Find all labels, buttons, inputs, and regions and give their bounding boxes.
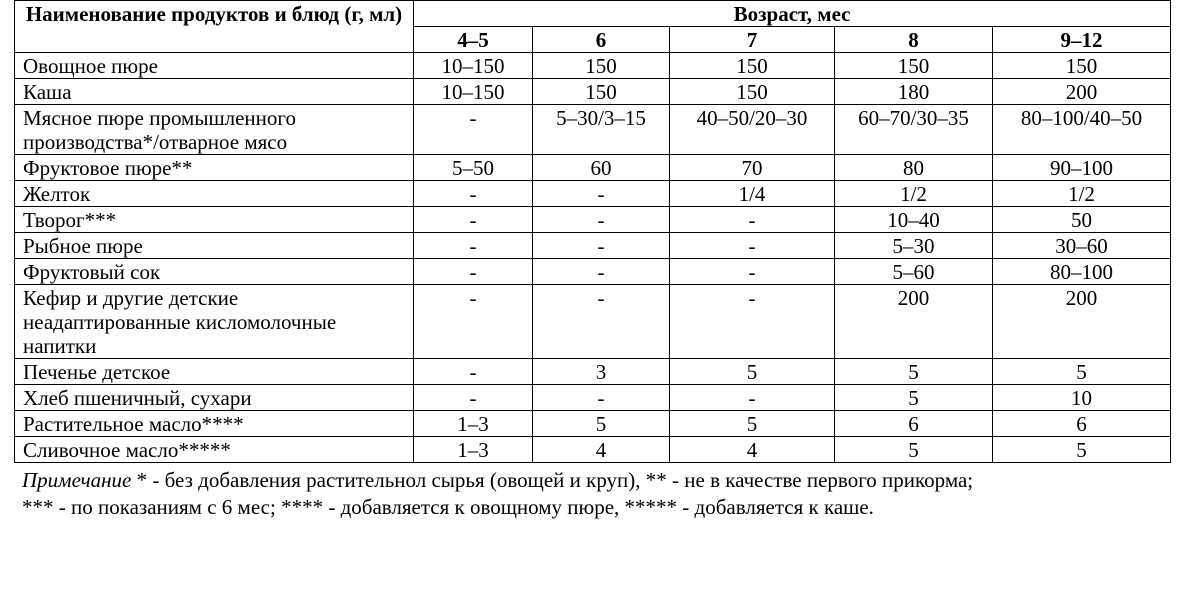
amount-cell: - [670,285,835,359]
amount-cell: - [414,105,533,155]
amount-cell: - [533,385,670,411]
amount-cell: - [414,259,533,285]
amount-cell: 3 [533,359,670,385]
amount-cell: 4 [670,437,835,463]
amount-cell: 5 [670,359,835,385]
amount-cell: 200 [993,285,1171,359]
amount-cell: 5–30/3–15 [533,105,670,155]
amount-cell: 80–100/40–50 [993,105,1171,155]
header-row-1 [15,1,1171,27]
product-name-cell: Хлеб пшеничный, сухари [15,385,414,411]
amount-cell: 5–50 [414,155,533,181]
amount-cell: 60–70/30–35 [835,105,993,155]
amount-cell: 180 [835,79,993,105]
header-age-col: 6 [533,27,670,53]
table-note [14,467,1170,521]
amount-cell: 10–40 [835,207,993,233]
amount-cell: 5 [670,411,835,437]
amount-cell: 1/2 [993,181,1171,207]
amount-cell: - [414,207,533,233]
note-line-1 [22,467,1170,494]
amount-cell: - [533,181,670,207]
table-row [15,79,1171,105]
amount-cell: 1/2 [835,181,993,207]
product-name-cell: Печенье детское [15,359,414,385]
amount-cell: 5 [993,437,1171,463]
amount-cell: 5 [533,411,670,437]
amount-cell: 70 [670,155,835,181]
product-name-cell: Кефир и другие детские неадаптированные кисломолочные напитки [15,285,414,359]
amount-cell: 5 [835,359,993,385]
header-age-col: 4–5 [414,27,533,53]
header-age-col: 9–12 [993,27,1171,53]
note-line-2: *** - по показаниям с 6 мес; **** - добавляется к овощному пюре, ***** - добавляется к каше. [22,495,874,519]
amount-cell: - [533,259,670,285]
table-row [15,285,1171,359]
amount-cell: 80–100 [993,259,1171,285]
amount-cell: 1/4 [670,181,835,207]
amount-cell: - [533,233,670,259]
amount-cell: - [414,233,533,259]
product-name-cell: Растительное масло**** [15,411,414,437]
note-label: Примечание [22,468,132,492]
product-name-cell: Каша [15,79,414,105]
amount-cell: 5 [835,385,993,411]
header-age-col: 7 [670,27,835,53]
table-row [15,105,1171,155]
amount-cell: - [414,385,533,411]
amount-cell: 10–150 [414,79,533,105]
header-product-name: Наименование продуктов и блюд (г, мл) [15,1,414,53]
amount-cell: 150 [533,79,670,105]
amount-cell: 10–150 [414,53,533,79]
table-row [15,411,1171,437]
document-page [14,0,1170,521]
header-age-col: 8 [835,27,993,53]
product-name-cell: Желток [15,181,414,207]
amount-cell: - [670,233,835,259]
amount-cell: 200 [835,285,993,359]
table-row [15,181,1171,207]
table-row [15,259,1171,285]
table-row [15,437,1171,463]
amount-cell: 5–30 [835,233,993,259]
amount-cell: 80 [835,155,993,181]
amount-cell: 60 [533,155,670,181]
amount-cell: 4 [533,437,670,463]
table-row [15,207,1171,233]
product-name-cell: Фруктовый сок [15,259,414,285]
note-text-1: * - без добавления растительнол сырья (овощей и круп), ** - не в качестве первого прикорма; [131,468,974,492]
amount-cell: 10 [993,385,1171,411]
table-body [15,53,1171,463]
product-name-cell: Мясное пюре промышленного производства*/отварное мясо [15,105,414,155]
table-row [15,233,1171,259]
amount-cell: - [533,207,670,233]
amount-cell: - [670,385,835,411]
amount-cell: 150 [670,53,835,79]
table-row [15,53,1171,79]
amount-cell: 5 [993,359,1171,385]
amount-cell: - [670,207,835,233]
amount-cell: 200 [993,79,1171,105]
product-name-cell: Овощное пюре [15,53,414,79]
amount-cell: - [533,285,670,359]
amount-cell: 30–60 [993,233,1171,259]
amount-cell: 5 [835,437,993,463]
table-row [15,155,1171,181]
table-row [15,385,1171,411]
amount-cell: - [414,285,533,359]
amount-cell: 6 [835,411,993,437]
product-name-cell: Сливочное масло***** [15,437,414,463]
amount-cell: 1–3 [414,411,533,437]
product-name-cell: Творог*** [15,207,414,233]
header-age-group: Возраст, мес [414,1,1171,27]
amount-cell: 50 [993,207,1171,233]
amount-cell: 150 [533,53,670,79]
amount-cell: 150 [835,53,993,79]
amount-cell: - [670,259,835,285]
product-name-cell: Фруктовое пюре** [15,155,414,181]
amount-cell: 150 [670,79,835,105]
amount-cell: 5–60 [835,259,993,285]
amount-cell: 40–50/20–30 [670,105,835,155]
amount-cell: 1–3 [414,437,533,463]
product-name-cell: Рыбное пюре [15,233,414,259]
amount-cell: - [414,181,533,207]
amount-cell: - [414,359,533,385]
amount-cell: 6 [993,411,1171,437]
complementary-feeding-table [14,0,1171,463]
table-row [15,359,1171,385]
amount-cell: 90–100 [993,155,1171,181]
amount-cell: 150 [993,53,1171,79]
